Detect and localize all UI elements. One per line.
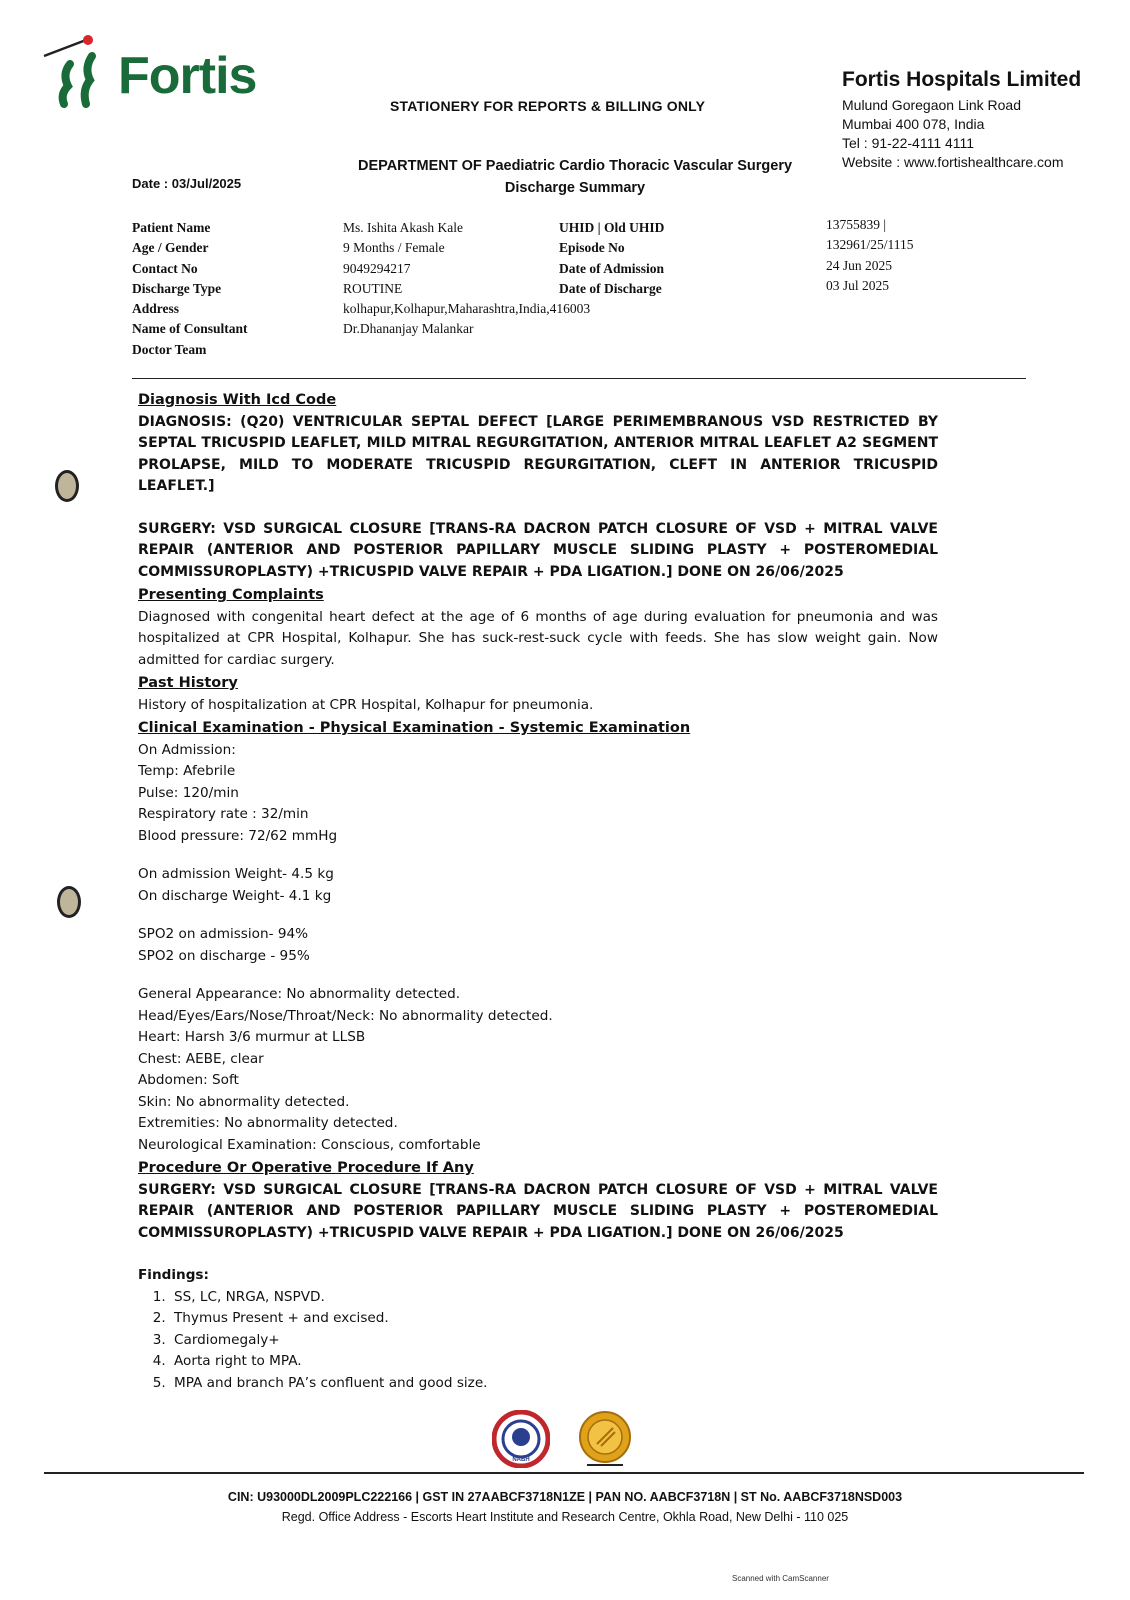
value-patient-name: Ms. Ishita Akash Kale xyxy=(343,220,463,235)
vital-line: Blood pressure: 72/62 mmHg xyxy=(138,827,338,844)
system-line: Chest: AEBE, clear xyxy=(138,1050,264,1067)
value-episode-no: 132961/25/1115 xyxy=(826,237,914,253)
fortis-logo xyxy=(40,34,270,114)
website: Website : www.fortishealthcare.com xyxy=(842,154,1064,170)
complaints-heading: Presenting Complaints xyxy=(138,587,324,603)
exam-spo2 xyxy=(138,924,938,967)
exam-systems xyxy=(138,984,938,1156)
value-contact-no: 9049294217 xyxy=(343,260,411,276)
patient-values xyxy=(343,218,590,340)
spo2-line: SPO2 on discharge - 95% xyxy=(138,947,310,964)
episode-values xyxy=(826,215,914,296)
nabh-seal-icon xyxy=(492,1410,550,1468)
finding-item: 1. SS, LC, NRGA, NSPVD. xyxy=(170,1287,938,1309)
system-line: Head/Eyes/Ears/Nose/Throat/Neck: No abnormality detected. xyxy=(138,1007,553,1024)
label-patient-name: Patient Name xyxy=(132,220,211,235)
footer-divider xyxy=(44,1472,1084,1474)
finding-item: 4. Aorta right to MPA. xyxy=(170,1351,938,1373)
label-uhid: UHID | Old UHID xyxy=(559,220,665,235)
value-admission-date: 24 Jun 2025 xyxy=(826,257,893,273)
company-registration: CIN: U93000DL2009PLC222166 | GST IN 27AABCF3718N1ZE | PAN NO. AABCF3718N | ST No. AABCF3718NSD003 xyxy=(227,1490,903,1504)
past-history-text: History of hospitalization at CPR Hospital, Kolhapur for pneumonia. xyxy=(138,696,594,713)
department-name: DEPARTMENT OF Paediatric Cardio Thoracic Vascular Surgery xyxy=(357,158,793,174)
label-consultant: Name of Consultant xyxy=(132,321,248,337)
finding-item: 2. Thymus Present + and excised. xyxy=(170,1308,938,1330)
label-discharge-type: Discharge Type xyxy=(132,280,222,296)
fortis-logo-icon xyxy=(40,34,130,114)
label-age-gender: Age / Gender xyxy=(132,240,209,256)
vital-line: Temp: Afebrile xyxy=(138,763,236,779)
exam-weight xyxy=(138,864,938,907)
weight-line: On admission Weight- 4.5 kg xyxy=(138,866,334,882)
label-episode-no: Episode No xyxy=(559,240,625,256)
episode-labels xyxy=(559,218,664,299)
complaints-text: Diagnosed with congenital heart defect at the age of 6 months of age during evaluation for pneumonia and was hospitalized at CPR Hospital, Kolhapur. She has suck-rest-suck cycle with feeds. She has slow weight gain. Now admitted for cardiac surgery. xyxy=(138,608,938,668)
findings-list xyxy=(138,1287,938,1395)
punch-hole-icon xyxy=(55,470,79,502)
patient-labels xyxy=(132,218,248,360)
document-title: Discharge Summary xyxy=(504,180,646,196)
past-history-heading: Past History xyxy=(138,675,238,691)
findings-heading: Findings: xyxy=(138,1267,209,1283)
stationery-note: STATIONERY FOR REPORTS & BILLING ONLY xyxy=(390,98,706,114)
system-line: Heart: Harsh 3/6 murmur at LLSB xyxy=(138,1029,366,1045)
vital-line: Respiratory rate : 32/min xyxy=(138,806,309,822)
punch-hole-icon xyxy=(57,886,81,918)
discharge-body xyxy=(138,388,938,1394)
exam-vitals xyxy=(138,740,938,848)
value-consultant: Dr.Dhananjay Malankar xyxy=(343,321,474,337)
finding-item: 5. MPA and branch PA’s confluent and good size. xyxy=(170,1373,938,1395)
registered-office: Regd. Office Address - Escorts Heart Institute and Research Centre, Okhla Road, New Delhi - 110 025 xyxy=(281,1510,849,1524)
system-line: Skin: No abnormality detected. xyxy=(138,1093,350,1110)
scanner-watermark: Scanned with CamScanner xyxy=(732,1574,829,1583)
address-line-2: Mumbai 400 078, India xyxy=(842,116,985,132)
procedure-heading: Procedure Or Operative Procedure If Any xyxy=(138,1160,474,1176)
system-line: Abdomen: Soft xyxy=(138,1072,239,1088)
surgery-text: SURGERY: VSD SURGICAL CLOSURE [TRANS-RA DACRON PATCH CLOSURE OF VSD + MITRAL VALVE REPAIR (ANTERIOR AND POSTERIOR PAPILLARY MUSCLE SLIDING PLASTY + POSTEROMEDIAL COMMISSUROPLASTY) +TRICUSPID VALVE REPAIR + PDA LIGATION.] DONE ON 26/06/2025 xyxy=(138,520,938,580)
company-name: Fortis Hospitals Limited xyxy=(842,68,1082,91)
spo2-line: SPO2 on admission- 94% xyxy=(138,926,309,942)
value-uhid: 13755839 | xyxy=(826,217,887,232)
vital-line: On Admission: xyxy=(138,741,236,758)
system-line: Extremities: No abnormality detected. xyxy=(138,1115,398,1131)
label-admission-date: Date of Admission xyxy=(559,260,665,276)
weight-line: On discharge Weight- 4.1 kg xyxy=(138,887,332,904)
header-divider xyxy=(132,378,1026,379)
value-age-gender: 9 Months / Female xyxy=(343,240,445,256)
nabh-seal-text: NABH xyxy=(512,1457,530,1463)
company-block xyxy=(842,68,1081,172)
label-address: Address xyxy=(132,301,180,317)
system-line: Neurological Examination: Conscious, comfortable xyxy=(138,1136,481,1153)
value-discharge-type: ROUTINE xyxy=(343,280,403,296)
department-block xyxy=(330,155,820,199)
document-date: Date : 03/Jul/2025 xyxy=(132,176,242,191)
logo-text: Fortis xyxy=(118,47,257,105)
label-contact-no: Contact No xyxy=(132,260,198,276)
vital-line: Pulse: 120/min xyxy=(138,784,239,801)
value-discharge-date: 03 Jul 2025 xyxy=(826,277,890,293)
gold-seal-icon xyxy=(577,1410,633,1468)
address-line-1: Mulund Goregaon Link Road xyxy=(842,97,1022,113)
procedure-text: SURGERY: VSD SURGICAL CLOSURE [TRANS-RA DACRON PATCH CLOSURE OF VSD + MITRAL VALVE REPAIR (ANTERIOR AND POSTERIOR PAPILLARY MUSCLE SLIDING PLASTY + POSTEROMEDIAL COMMISSUROPLASTY) +TRICUSPID VALVE REPAIR + PDA LIGATION.] DONE ON 26/06/2025 xyxy=(138,1181,938,1241)
system-line: General Appearance: No abnormality detected. xyxy=(138,986,461,1002)
telephone: Tel : 91-22-4111 4111 xyxy=(842,135,975,151)
label-discharge-date: Date of Discharge xyxy=(559,280,662,296)
diagnosis-heading: Diagnosis With Icd Code xyxy=(138,392,337,408)
diagnosis-text: DIAGNOSIS: (Q20) VENTRICULAR SEPTAL DEFECT [LARGE PERIMEMBRANOUS VSD RESTRICTED BY SEPTAL TRICUSPID LEAFLET, MILD MITRAL REGURGITATION, ANTERIOR MITRAL LEAFLET A2 SEGMENT PROLAPSE, MILD TO MODERATE TRICUSPID REGURGITATION, CLEFT IN ANTERIOR TRICUSPID LEAFLET.] xyxy=(138,413,938,494)
exam-heading: Clinical Examination - Physical Examination - Systemic Examination xyxy=(138,720,691,736)
finding-item: 3. Cardiomegaly+ xyxy=(170,1330,938,1352)
value-address: kolhapur,Kolhapur,Maharashtra,India,416003 xyxy=(343,301,591,317)
label-doctor-team: Doctor Team xyxy=(132,341,207,357)
